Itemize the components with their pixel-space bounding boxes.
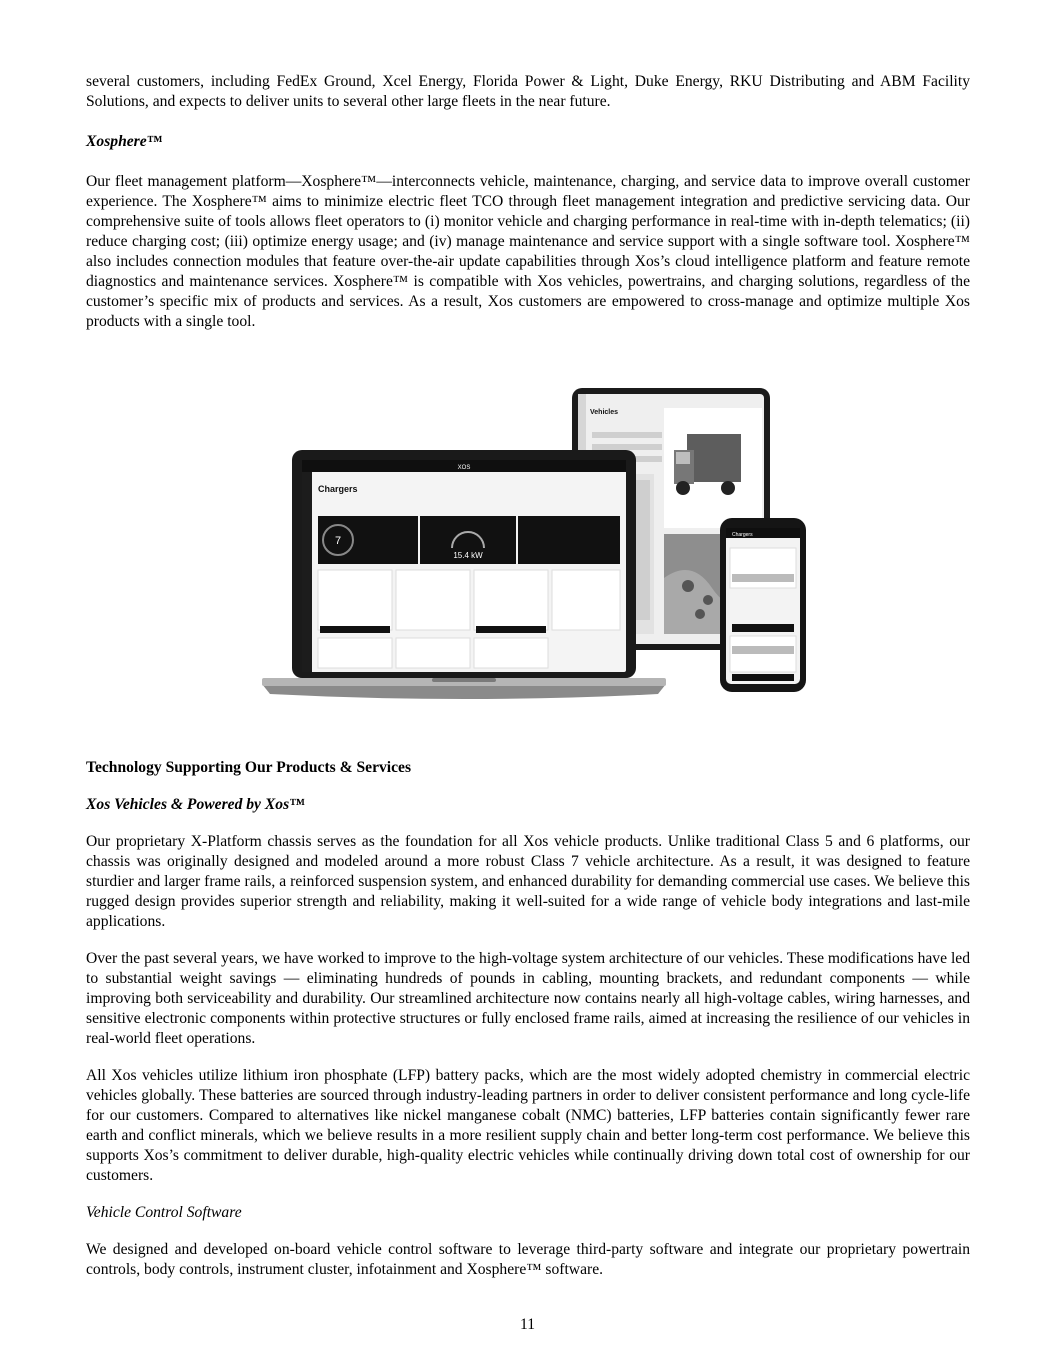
tablet-title: Vehicles [590,409,619,416]
device-mockup-figure [262,388,808,728]
laptop-stat-number: 7 [334,535,342,547]
paragraph-battery: All Xos vehicles utilize lithium iron phosphate (LFP) battery packs, which are the most widely adopted chemistry in commercial electric vehicles globally. These batteries are sourced through industry-leading partners in order to deliver consistent performance and long cycle-life for our customers. Compared to alternatives like nickel manganese cobalt (NMC) batteries, LFP batteries contain significantly fewer rare earth and conflict minerals, which we believe results in a more resilient supply chain and better long-term cost performance. We believe this supports Xos’s commitment to deliver durable, high-quality electric vehicles while continually driving down total cost of ownership for our customers. [86,1067,970,1184]
document-body [86,72,970,332]
laptop-device [262,450,666,699]
heading-technology: Technology Supporting Our Products & Services [86,759,412,776]
paragraph-software: We designed and developed on-board vehicle control software to leverage third-party software and integrate our proprietary powertrain controls, body controls, instrument cluster, infotainment and Xosphere™ software. [86,1241,970,1278]
phone-device [720,518,806,692]
phone-tab: Chargers [732,532,753,538]
device-mockup-illustration [262,388,808,728]
paragraph-xosphere: Our fleet management platform—Xosphere™—interconnects vehicle, maintenance, charging, and service data to improve overall customer experience. The Xosphere™ aims to minimize electric fleet TCO through fleet management integration and predictive servicing data. Our comprehensive suite of tools allows fleet operators to (i) monitor vehicle and charging performance in real-time with in-depth telematics; (ii) reduce charging cost; (iii) optimize energy usage; and (iv) manage maintenance and service support with a single software tool. Xosphere™ also includes connection modules that feature over-the-air update capabilities through Xos’s cloud intelligence platform and feature remote diagnostics and maintenance services. Xosphere™ is compatible with Xos vehicles, powertrains, and charging solutions, regardless of the customer’s specific mix of products and services. As a result, Xos customers are empowered to cross-manage and optimize multiple Xos products with a single tool. [86,173,970,330]
heading-xosphere: Xosphere™ [86,133,163,150]
heading-vehicles: Xos Vehicles & Powered by Xos™ [86,796,305,813]
paragraph-voltage: Over the past several years, we have worked to improve to the high-voltage system architecture of our vehicles. These modifications have led to substantial weight savings — eliminating hundreds of pounds in cabling, mounting brackets, and redundant components — while improving both serviceability and durability. Our streamlined architecture now contains nearly all high-voltage cables, wiring harnesses, and sensitive electronic components within protective structures or fully enclosed frame rails, aimed at increasing the resilience of our vehicles in real-world fleet operations. [86,950,970,1047]
heading-software: Vehicle Control Software [86,1204,242,1221]
laptop-brand: XOS [457,465,471,471]
laptop-stat-power: 15.4 kW [453,551,483,560]
laptop-title: Chargers [318,484,358,494]
document-body-lower [86,758,970,1280]
page-number: 11 [519,1316,535,1333]
paragraph-intro: several customers, including FedEx Ground, Xcel Energy, Florida Power & Light, Duke Energy, RKU Distributing and ABM Facility Solutions, and expects to deliver units to several other large fleets in the near future. [86,73,970,110]
paragraph-platform: Our proprietary X-Platform chassis serves as the foundation for all Xos vehicle products. Unlike traditional Class 5 and 6 platforms, our chassis was originally designed and modeled around a more robust Class 7 vehicle architecture. As a result, it was designed to feature sturdier and larger frame rails, a reinforced suspension system, and enhanced durability for demanding commercial use cases. We believe this rugged design provides superior strength and reliability, making it well-suited for a wide range of vehicle body integrations and last-mile applications. [86,833,970,930]
